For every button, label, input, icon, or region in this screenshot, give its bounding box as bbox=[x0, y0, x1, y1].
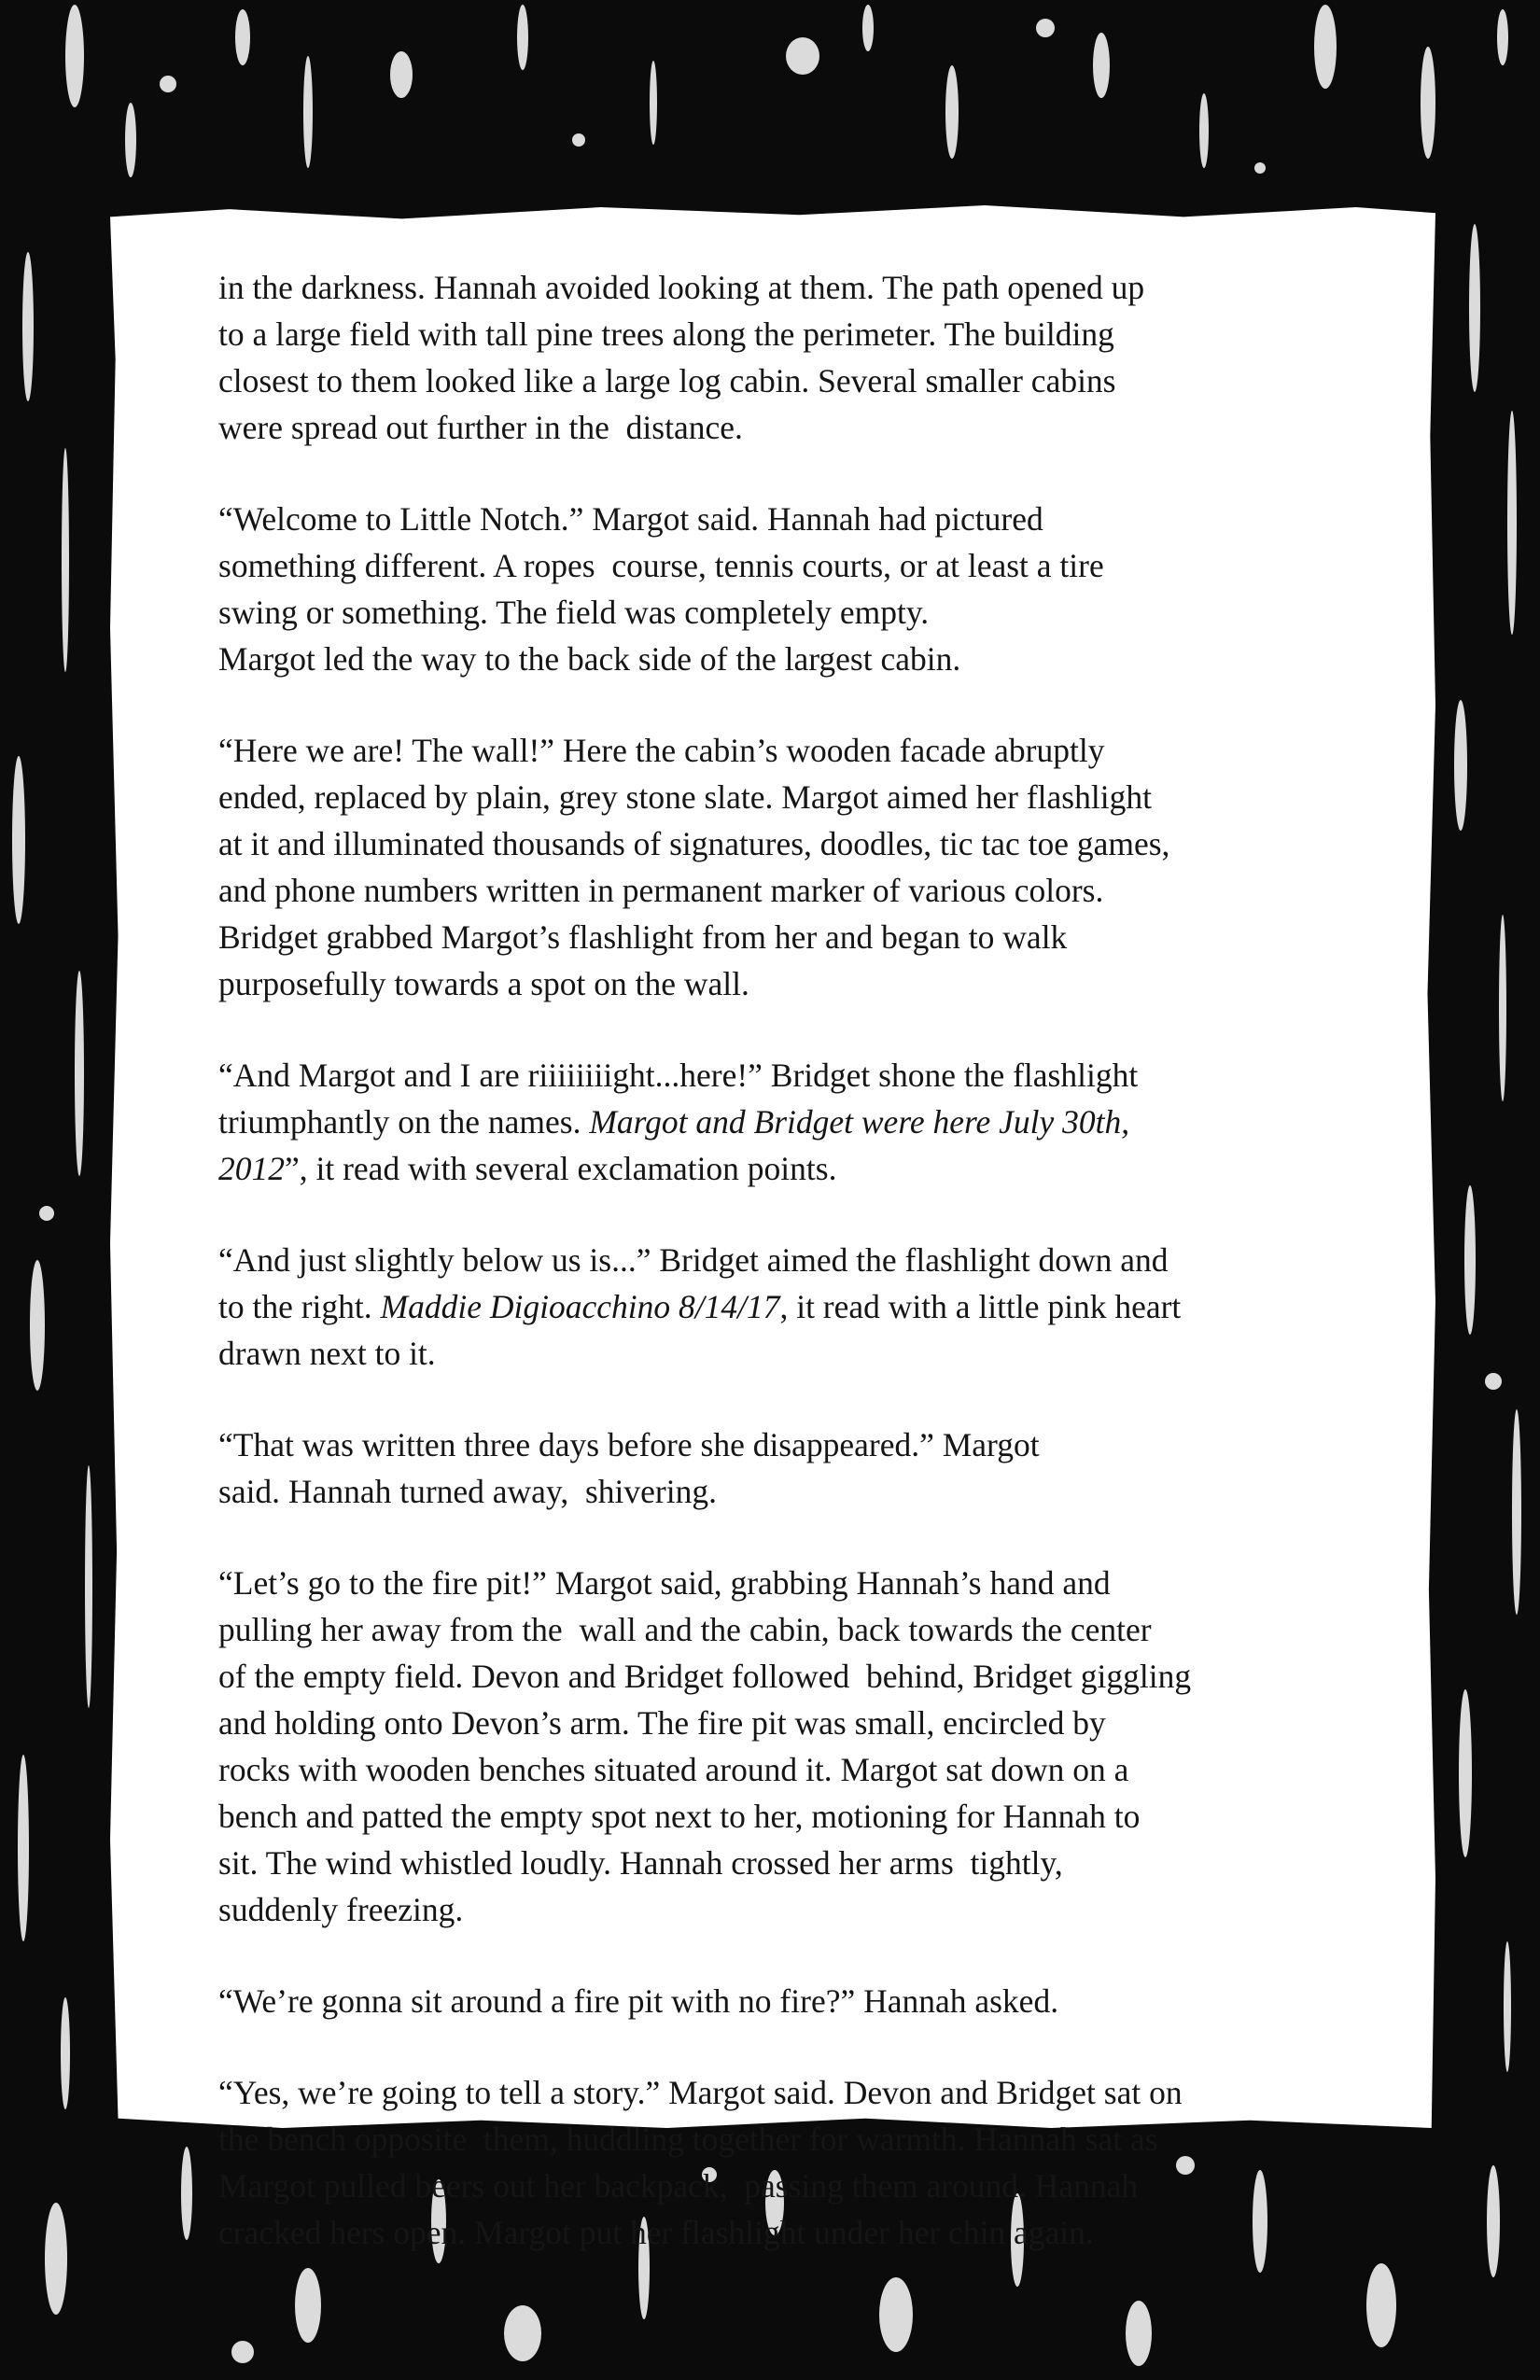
text-line bbox=[218, 1099, 1385, 1145]
text-line bbox=[218, 1145, 1385, 1192]
text-line: suddenly freezing. bbox=[218, 1891, 464, 1928]
italic-inscription: Margot and Bridget were here July 30th, bbox=[589, 1103, 1130, 1141]
paragraph-6 bbox=[218, 1421, 1385, 1515]
paragraph-3 bbox=[218, 727, 1385, 1007]
text-line: Margot led the way to the back side of the largest cabin. bbox=[218, 640, 961, 678]
text-line: swing or something. The field was completely empty. bbox=[218, 594, 930, 631]
text-line: sit. The wind whistled loudly. Hannah crossed her arms tightly, bbox=[218, 1844, 1063, 1882]
paragraph-7 bbox=[218, 1560, 1385, 1933]
text-line: “And Margot and I are riiiiiiiight...here!” Bridget shone the flashlight bbox=[218, 1057, 1139, 1094]
text-line: purposefully towards a spot on the wall. bbox=[218, 965, 749, 1002]
text-segment: to the right. bbox=[218, 1288, 381, 1325]
text-line: “We’re gonna sit around a fire pit with no fire?” Hannah asked. bbox=[218, 1982, 1059, 2020]
text-line: Margot pulled beers out her backpack, passing them around. Hannah bbox=[218, 2167, 1139, 2205]
italic-inscription: Maddie Digioacchino 8/14/17 bbox=[380, 1288, 780, 1325]
text-line: closest to them looked like a large log cabin. Several smaller cabins bbox=[218, 362, 1116, 399]
text-line: “That was written three days before she disappeared.” Margot bbox=[218, 1426, 1040, 1463]
text-line: were spread out further in the distance. bbox=[218, 409, 743, 446]
text-line: the bench opposite them, huddling together for warmth. Hannah sat as bbox=[218, 2121, 1158, 2158]
text-line: “Here we are! The wall!” Here the cabin’s wooden facade abruptly bbox=[218, 732, 1105, 769]
text-line: ended, replaced by plain, grey stone slate. Margot aimed her flashlight bbox=[218, 778, 1152, 816]
paragraph-5 bbox=[218, 1237, 1385, 1377]
text-line bbox=[218, 1283, 1385, 1330]
text-line: and phone numbers written in permanent marker of various colors. bbox=[218, 872, 1104, 909]
text-line: said. Hannah turned away, shivering. bbox=[218, 1473, 717, 1510]
italic-inscription: 2012 bbox=[218, 1150, 285, 1187]
text-line: Bridget grabbed Margot’s flashlight from her and began to walk bbox=[218, 918, 1068, 956]
text-line: in the darkness. Hannah avoided looking at them. The path opened up bbox=[218, 269, 1145, 306]
story-text bbox=[218, 264, 1385, 2301]
text-line: pulling her away from the wall and the cabin, back towards the center bbox=[218, 1611, 1152, 1648]
text-line: “And just slightly below us is...” Bridget aimed the flashlight down and bbox=[218, 1241, 1169, 1279]
text-line: bench and patted the empty spot next to her, motioning for Hannah to bbox=[218, 1798, 1141, 1835]
text-line: something different. A ropes course, tennis courts, or at least a tire bbox=[218, 547, 1104, 584]
text-line: “Yes, we’re going to tell a story.” Margot said. Devon and Bridget sat on bbox=[218, 2074, 1183, 2111]
text-line: “Let’s go to the fire pit!” Margot said, grabbing Hannah’s hand and bbox=[218, 1564, 1111, 1602]
paragraph-4 bbox=[218, 1052, 1385, 1192]
text-line: “Welcome to Little Notch.” Margot said. Hannah had pictured bbox=[218, 500, 1043, 538]
paragraph-1 bbox=[218, 264, 1385, 451]
text-line: to a large field with tall pine trees along the perimeter. The building bbox=[218, 315, 1114, 353]
text-segment: , it read with a little pink heart bbox=[779, 1288, 1182, 1325]
text-line: at it and illuminated thousands of signatures, doodles, tic tac toe games, bbox=[218, 825, 1170, 862]
text-segment: triumphantly on the names. bbox=[218, 1103, 590, 1141]
text-line: cracked hers open. Margot put her flashlight under her chin again. bbox=[218, 2214, 1094, 2251]
paragraph-2 bbox=[218, 496, 1385, 682]
paragraph-8 bbox=[218, 1978, 1385, 2024]
text-segment: ”, it read with several exclamation points. bbox=[285, 1150, 837, 1187]
text-line: rocks with wooden benches situated around it. Margot sat down on a bbox=[218, 1751, 1129, 1788]
paragraph-9 bbox=[218, 2069, 1385, 2256]
text-line: drawn next to it. bbox=[218, 1335, 436, 1372]
text-line: of the empty field. Devon and Bridget followed behind, Bridget giggling bbox=[218, 1658, 1192, 1695]
text-line: and holding onto Devon’s arm. The fire pit was small, encircled by bbox=[218, 1704, 1106, 1742]
